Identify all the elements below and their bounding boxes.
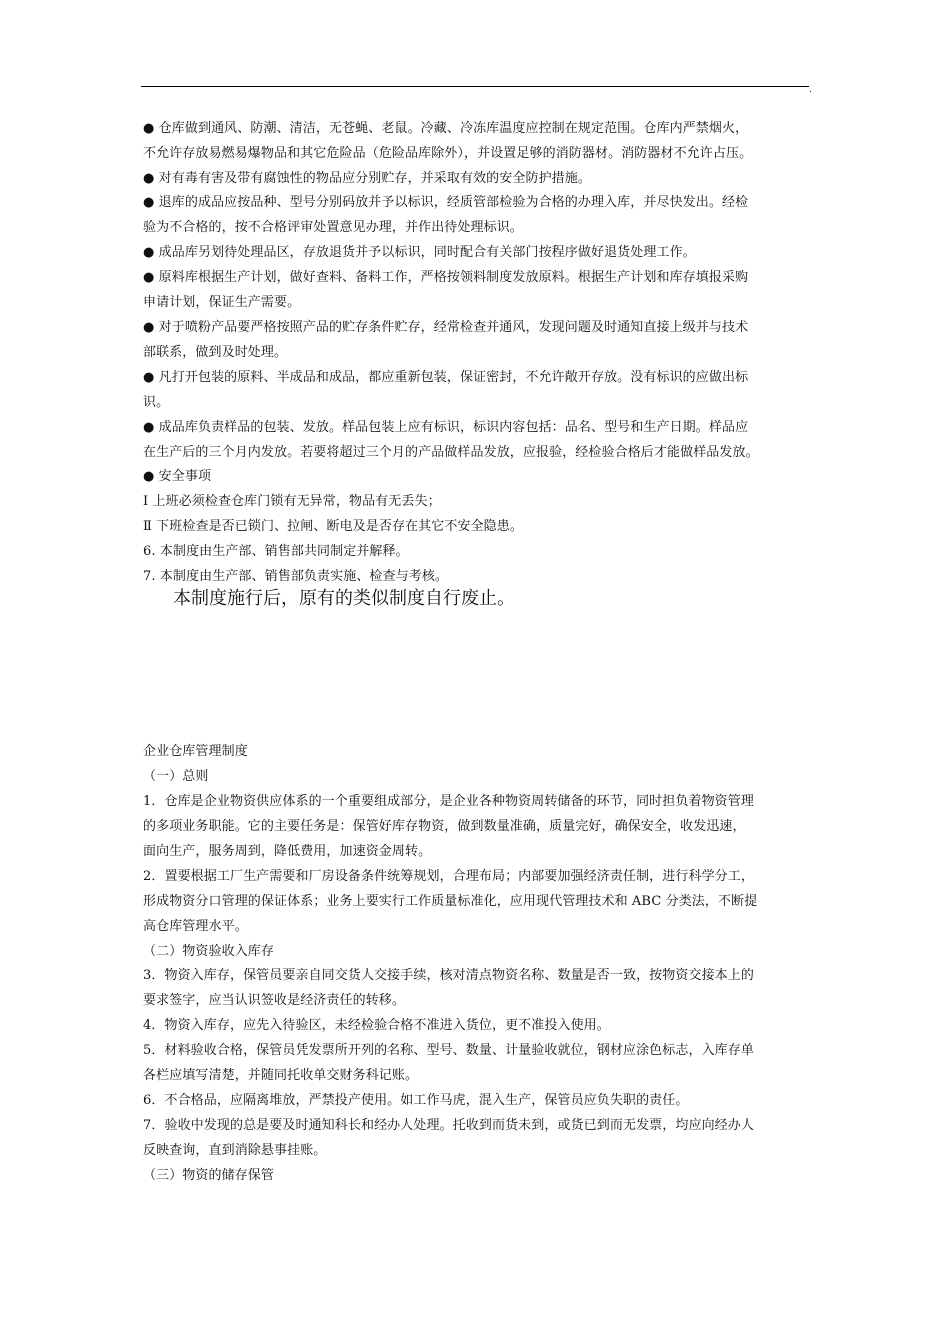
section-heading: （一）总则	[143, 769, 209, 784]
section-heading: （三）物资的储存保管	[143, 1168, 275, 1183]
text-line: 不允许存放易燃易爆物品和其它危险品（危险品库除外），并设置足够的消防器材。消防器材不允许占压。	[143, 146, 753, 161]
text-line: 7. 本制度由生产部、销售部负责实施、检查与考核。	[143, 569, 449, 584]
text-line: ● 对有毒有害及带有腐蚀性的物品应分别贮存，并采取有效的安全防护措施。	[143, 171, 591, 186]
text-line: 6．不合格品，应隔离堆放，严禁投产使用。如工作马虎，混入生产，保管员应负失职的责任。	[143, 1093, 689, 1108]
text-line: ● 仓库做到通风、防潮、清洁，无苍蝇、老鼠。冷藏、冷冻库温度应控制在规定范围。仓库内严禁烟火，	[143, 121, 749, 136]
text-line: 各栏应填写清楚，并随同托收单交财务科记账。	[143, 1068, 419, 1083]
text-line: 要求签字，应当认识签收是经济责任的转移。	[143, 993, 406, 1008]
header-rule-mark: .	[809, 85, 812, 95]
text-line: 识。	[143, 395, 170, 410]
text-line: 高仓库管理水平。	[143, 919, 248, 934]
text-line: 验为不合格的，按不合格评审处置意见办理，并作出待处理标识。	[143, 220, 523, 235]
text-line: 5．材料验收合格，保管员凭发票所开列的名称、型号、数量、计量验收就位，钢材应涂色标志，入库存单	[143, 1043, 754, 1058]
text-line: ● 成品库负责样品的包装、发放。样品包装上应有标识，标识内容包括：品名、型号和生产日期。样品应	[143, 420, 749, 435]
text-line: ● 安全事项	[143, 469, 212, 484]
text-line: 2．置要根据工厂生产需要和厂房设备条件统筹规划，合理布局；内部要加强经济责任制，进行科学分工，	[143, 869, 754, 884]
text-line: 在生产后的三个月内发放。若要将超过三个月的产品做样品发放，应报验，经检验合格后才能做样品发放。	[143, 445, 759, 460]
text-line: 1．仓库是企业物资供应体系的一个重要组成部分，是企业各种物资周转储备的环节，同时担负着物资管理	[143, 794, 754, 809]
section-title: 企业仓库管理制度	[143, 744, 248, 759]
text-line: 申请计划，保证生产需要。	[143, 295, 301, 310]
text-line: 7．验收中发现的总是要及时通知科长和经办人处理。托收到而货未到，或货已到而无发票，均应向经办人	[143, 1118, 754, 1133]
section-heading: （二）物资验收入库存	[143, 944, 275, 959]
text-line: 面向生产，服务周到，降低费用，加速资金周转。	[143, 844, 432, 859]
header-rule	[141, 86, 809, 87]
text-line: Ⅰ 上班必须检查仓库门锁有无异常，物品有无丢失；	[143, 494, 441, 509]
text-line: 6. 本制度由生产部、销售部共同制定并解释。	[143, 544, 409, 559]
closing-statement: 本制度施行后，原有的类似制度自行废止。	[173, 588, 515, 609]
text-line: ● 对于喷粉产品要严格按照产品的贮存条件贮存，经常检查并通风，发现问题及时通知直接上级并与技术	[143, 320, 749, 335]
text-line: 3．物资入库存，保管员要亲自同交货人交接手续，核对清点物资名称、数量是否一致，按物资交接本上的	[143, 968, 754, 983]
text-line: 4．物资入库存，应先入待验区，未经检验合格不准进入货位，更不准投入使用。	[143, 1018, 610, 1033]
text-line: ● 成品库另划待处理品区，存放退货并予以标识，同时配合有关部门按程序做好退货处理工作。	[143, 245, 696, 260]
text-line: ● 凡打开包装的原料、半成品和成品，都应重新包装，保证密封，不允许敞开存放。没有标识的应做出标	[143, 370, 749, 385]
text-line: 的多项业务职能。它的主要任务是：保管好库存物资，做到数量准确，质量完好，确保安全，收发迅速，	[143, 819, 746, 834]
text-line: 形成物资分口管理的保证体系；业务上要实行工作质量标准化，应用现代管理技术和 ABC 分类法，不断提	[143, 894, 758, 909]
text-line: 部联系，做到及时处理。	[143, 345, 288, 360]
text-line: 反映查询，直到消除悬事挂账。	[143, 1143, 327, 1158]
text-line: ● 原料库根据生产计划，做好查料、备料工作，严格按领料制度发放原料。根据生产计划和库存填报采购	[143, 270, 749, 285]
text-line: Ⅱ 下班检查是否已锁门、拉闸、断电及是否存在其它不安全隐患。	[143, 519, 523, 534]
text-line: ● 退库的成品应按品种、型号分别码放并予以标识，经质管部检验为合格的办理入库，并尽快发出。经检	[143, 195, 749, 210]
